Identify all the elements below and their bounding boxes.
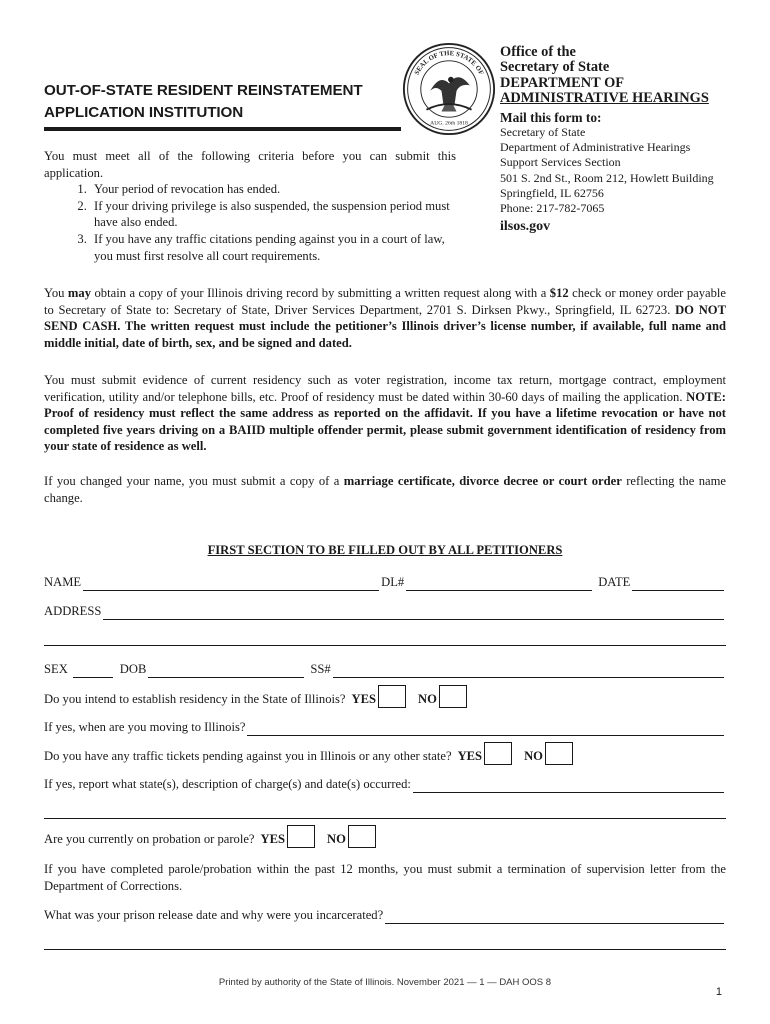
criteria-item: 3. If you have any traffic citations pending against you in a court of law, you must first resolve all court requirements. [90, 231, 456, 264]
moving-date-field[interactable] [247, 721, 724, 736]
svg-text:SEAL OF THE STATE OF: SEAL OF THE STATE OF [413, 50, 485, 77]
address-label: ADDRESS [44, 604, 102, 619]
mail-line: Secretary of State [500, 125, 586, 139]
criteria-list [44, 181, 456, 264]
office-heading [500, 45, 730, 107]
yes-label: YES [260, 832, 286, 847]
name-change-paragraph [44, 473, 726, 506]
mail-address [500, 125, 750, 236]
text: You must submit evidence of current residency such as voter registration, income tax return, mortgage contract, employment verification, utility and/or telephone bills, etc. Proof of residency must be dated within 30-60 days of mailing the application. [44, 373, 726, 404]
name-row [44, 573, 726, 591]
dob-field[interactable] [148, 663, 304, 678]
dl-label: DL# [381, 575, 405, 590]
ss-label: SS# [310, 662, 331, 677]
residency-note: NOTE: Proof of residency must reflect the same address as reported on the affidavit. If you have a lifetime revocation or have not completed five years driving on a BAIID multiple offender permit, please submit government identification of residency from your state of residence as well. [44, 389, 726, 454]
text-bold: marriage certificate, divorce decree or court order [343, 474, 622, 488]
title-line-1: OUT-OF-STATE RESIDENT REINSTATEMENT [44, 82, 363, 99]
address-field[interactable] [103, 605, 724, 620]
moving-row [44, 718, 726, 736]
text: You [44, 286, 68, 300]
sex-field[interactable] [73, 663, 113, 678]
prison-question: What was your prison release date and why were you incarcerated? [44, 908, 384, 923]
probation-no-checkbox[interactable] [348, 825, 376, 848]
probation-question-row [44, 826, 726, 848]
text: check or money order payable to Secretary of State to: Secretary of State, Driver Services Department, 2701 S. Dirksen Pkwy., Springfield, IL 62723. [44, 286, 726, 317]
fee-amount: $12 [549, 286, 569, 300]
date-label: DATE [598, 575, 631, 590]
office-line-3: DEPARTMENT OF [500, 74, 625, 91]
title-rule [44, 127, 401, 131]
prison-line-2-field[interactable] [44, 949, 726, 950]
page-number: 1 [715, 986, 722, 998]
report-line-2-field[interactable] [44, 818, 726, 819]
report-row [44, 775, 726, 793]
mail-heading: Mail this form to: [500, 110, 602, 125]
yes-label: YES [351, 692, 376, 707]
residency-yes-checkbox[interactable] [378, 685, 406, 708]
mail-line: Phone: 217-782-7065 [500, 201, 605, 216]
tickets-question: Do you have any traffic tickets pending against you in Illinois or any other state? [44, 749, 452, 764]
residency-no-checkbox[interactable] [439, 685, 467, 708]
dl-field[interactable] [406, 576, 592, 591]
criteria-intro: You must meet all of the following criteria before you can submit this application. [44, 149, 456, 180]
address-row [44, 602, 726, 620]
mail-line: Springfield, IL 62756 [500, 185, 604, 200]
office-line-2: Secretary of State [500, 59, 610, 76]
name-label: NAME [44, 575, 82, 590]
text-bold: may [67, 286, 92, 300]
text: reflecting the name change. [44, 474, 726, 505]
no-label: NO [524, 749, 543, 764]
office-line-4: ADMINISTRATIVE HEARINGS [500, 90, 709, 107]
title-line-2: APPLICATION INSTITUTION [44, 104, 244, 122]
moving-question: If yes, when are you moving to Illinois? [44, 720, 246, 735]
form-title [44, 80, 414, 124]
mail-line: Support Services Section [500, 155, 621, 170]
state-seal-icon [402, 42, 496, 136]
yes-label: YES [457, 749, 483, 764]
tickets-yes-checkbox[interactable] [484, 742, 512, 765]
no-label: NO [327, 832, 346, 847]
criteria-item: 2. If your driving privilege is also suspended, the suspension period must have also ended. [90, 198, 456, 231]
residency-paragraph [44, 372, 726, 455]
office-line-1: Office of the [500, 44, 576, 60]
section-title: FIRST SECTION TO BE FILLED OUT BY ALL PETITIONERS [207, 543, 563, 557]
residency-question: Do you intend to establish residency in the State of Illinois? [44, 692, 346, 707]
footer-printed: Printed by authority of the State of Illinois. November 2021 — 1 — DAH OOS 8 [218, 977, 552, 988]
probation-question: Are you currently on probation or parole? [44, 832, 255, 847]
tickets-question-row [44, 743, 726, 765]
parole-note: If you have completed parole/probation within the past 12 months, you must submit a termination of supervision letter from the Department of Corrections. [44, 862, 726, 893]
text: obtain a copy of your Illinois driving record by submitting a written request along with a [91, 286, 550, 300]
mail-line: 501 S. 2nd St., Room 212, Howlett Building [500, 170, 714, 185]
probation-yes-checkbox[interactable] [287, 825, 315, 848]
website-link[interactable]: ilsos.gov [500, 219, 551, 235]
mail-line: Department of Administrative Hearings [500, 140, 691, 155]
name-field[interactable] [83, 576, 379, 591]
ss-field[interactable] [333, 663, 724, 678]
report-question: If yes, report what state(s), description of charge(s) and date(s) occurred: [44, 777, 411, 792]
svg-text:AUG. 26th 1818: AUG. 26th 1818 [430, 120, 468, 127]
dob-label: DOB [119, 662, 147, 677]
criteria-block [44, 148, 456, 264]
date-field[interactable] [632, 576, 724, 591]
address-line-2-field[interactable] [44, 645, 726, 646]
driving-record-paragraph [44, 285, 726, 351]
residency-question-row [44, 686, 726, 708]
prison-row [44, 906, 726, 924]
sex-label: SEX [44, 662, 68, 677]
text: If you changed your name, you must submit a copy of a [44, 474, 344, 488]
sex-dob-ss-row [44, 660, 726, 678]
text-bold: DO NOT SEND CASH. The written request must include the petitioner’s Illinois driver’s license number, if available, full name and middle initial, date of birth, sex, and be signed and dated. [44, 302, 726, 350]
prison-field[interactable] [385, 909, 724, 924]
no-label: NO [418, 692, 437, 707]
tickets-no-checkbox[interactable] [545, 742, 573, 765]
report-field[interactable] [413, 778, 724, 793]
criteria-item: 1. Your period of revocation has ended. [90, 181, 456, 198]
